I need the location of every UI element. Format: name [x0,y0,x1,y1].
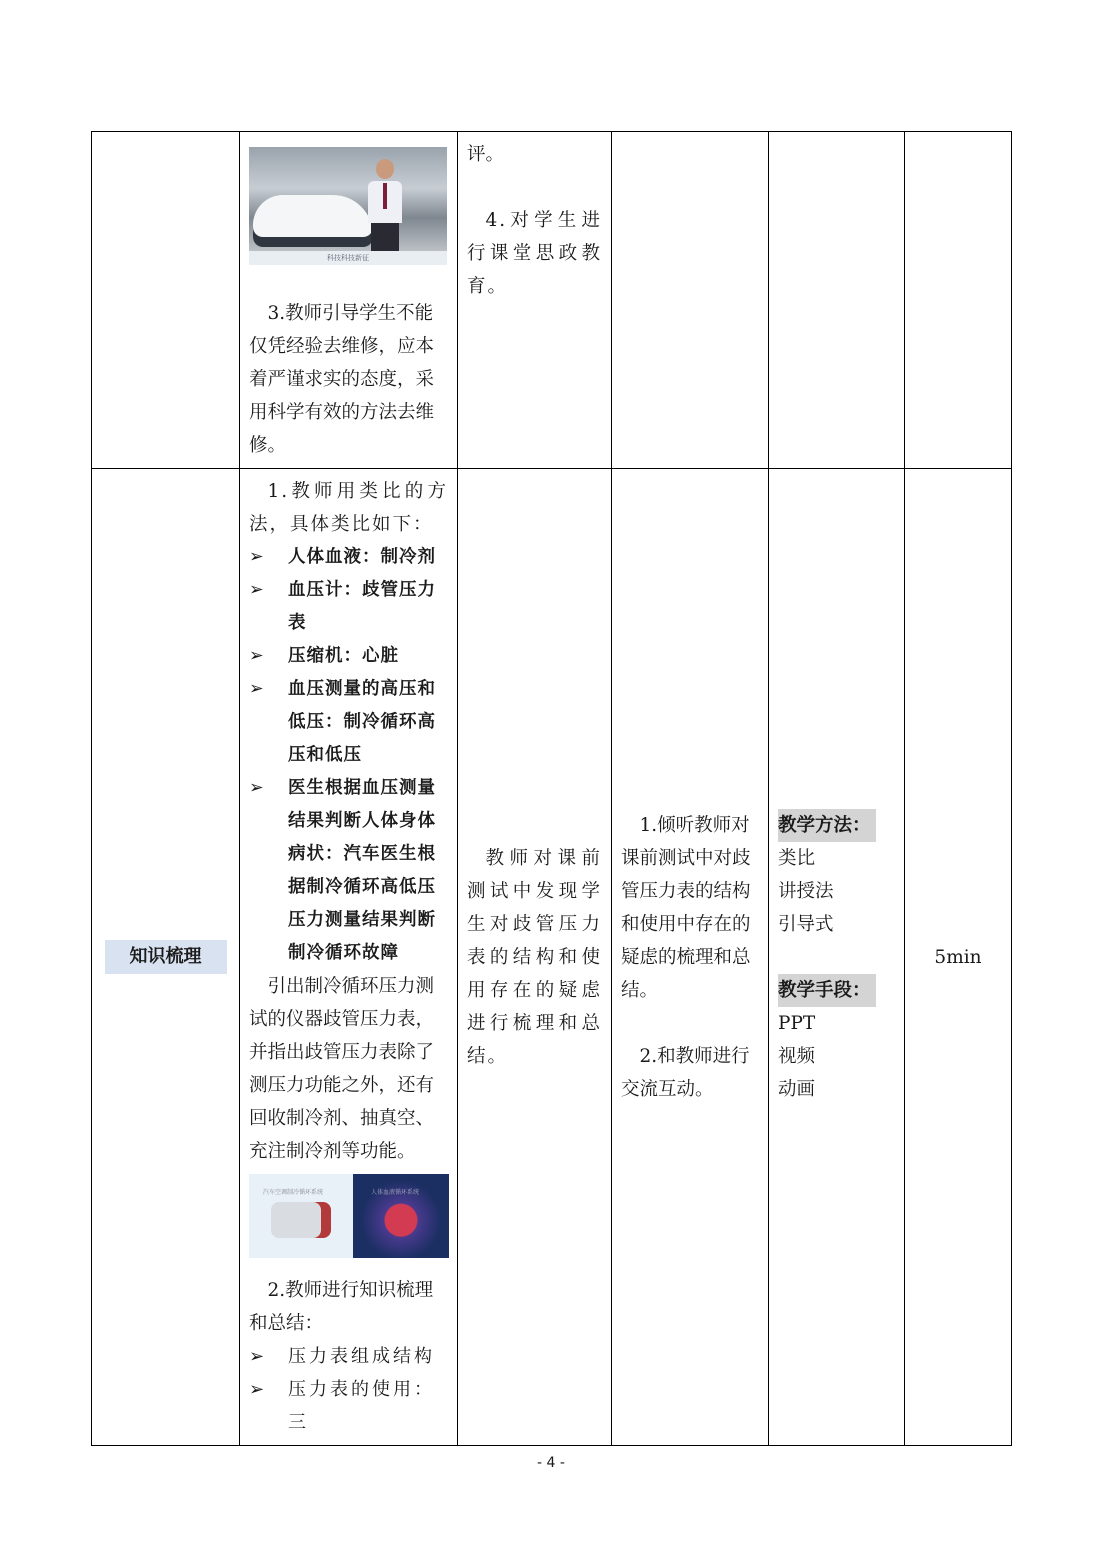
bullet-arrow-icon: ➢ [249,580,265,600]
col3-item-4: 4.对学生进行课堂思政教育。 [467,210,602,297]
bullet-arrow-icon: ➢ [249,547,265,567]
teacher-activity-cell [240,132,458,469]
car-shape [253,195,373,247]
person-shape [367,159,403,259]
list-item: ➢ 人体血液：制冷剂 [249,541,448,574]
method-cell [769,469,905,1446]
student-item-1: 1.倾听教师对课前测试中对歧管压力表的结构和使用中存在的疑虑的梳理和总结。 [621,814,751,1001]
student-activity-cell [612,132,769,469]
bullet-arrow-icon: ➢ [249,778,265,798]
time-cell [905,132,1012,469]
img-left-caption: 汽车空调制冷循环系统 [263,1189,324,1196]
student-item-2: 2.和教师进行交流互动。 [621,1045,750,1100]
bullet-arrow-icon: ➢ [249,679,265,699]
list-item: ➢ 血压计：歧管压力表 [249,574,448,640]
method-item: 类比 [778,847,816,869]
means-item: 动画 [778,1078,816,1100]
instructor-photo [249,147,447,265]
means-title: 教学手段： [778,974,876,1007]
lesson-plan-table [91,131,1012,1446]
method-cell [769,132,905,469]
design-intent-cell [458,469,612,1446]
img-right-caption: 人体血液循环系统 [371,1189,420,1196]
analogy-image [249,1174,449,1258]
design-intent-cell [458,132,612,469]
time-value: 5min [934,946,982,968]
method-item: 引导式 [778,913,834,935]
teacher-activity-cell [240,469,458,1446]
bullet-arrow-icon: ➢ [249,1346,266,1367]
teacher-item-1: 1.教师用类比的方法，具体类比如下： [249,481,448,535]
table-row [92,469,1012,1446]
bullet-arrow-icon: ➢ [249,646,265,666]
time-cell [905,469,1012,1446]
page-number: - 4 - [537,1455,565,1471]
stage-cell [92,132,240,469]
list-item: ➢ 压缩机：心脏 [249,640,448,673]
methods-title: 教学方法： [778,809,876,842]
col3-tail-text: 评。 [467,144,505,165]
means-item: PPT [778,1012,816,1034]
list-item: ➢ 压力表组成结构 [249,1340,448,1373]
teacher-lead-text: 引出制冷循环压力测试的仪器歧管压力表，并指出歧管压力表除了测压力功能之外，还有回收制冷剂、抽真空、充注制冷剂等功能。 [249,976,435,1162]
col3-text: 教师对课前测试中发现学生对歧管压力表的结构和使用存在的疑虑进行梳理和总结。 [467,847,602,1067]
stage-cell [92,469,240,1446]
list-item: ➢ 血压测量的高压和低压：制冷循环高压和低压 [249,673,448,772]
means-item: 视频 [778,1045,816,1067]
method-item: 讲授法 [778,880,834,902]
ac-system-shape [271,1202,331,1238]
teacher-item-3: 3.教师引导学生不能仅凭经验去维修，应本着严谨求实的态度，采用科学有效的方法去维修。 [249,303,435,456]
bullet-arrow-icon: ➢ [249,1379,266,1400]
list-item: ➢ 压力表的使用：三 [249,1373,448,1439]
table-row [92,132,1012,469]
stage-label: 知识梳理 [105,940,227,974]
student-activity-cell [612,469,769,1446]
list-item: ➢ 医生根据血压测量结果判断人体身体病状：汽车医生根据制冷循环高低压压力测量结果判断制冷循环故障 [249,772,448,970]
teacher-item-2: 2.教师进行知识梳理和总结： [249,1280,434,1334]
photo-caption: 科技科技新征 [249,251,447,265]
